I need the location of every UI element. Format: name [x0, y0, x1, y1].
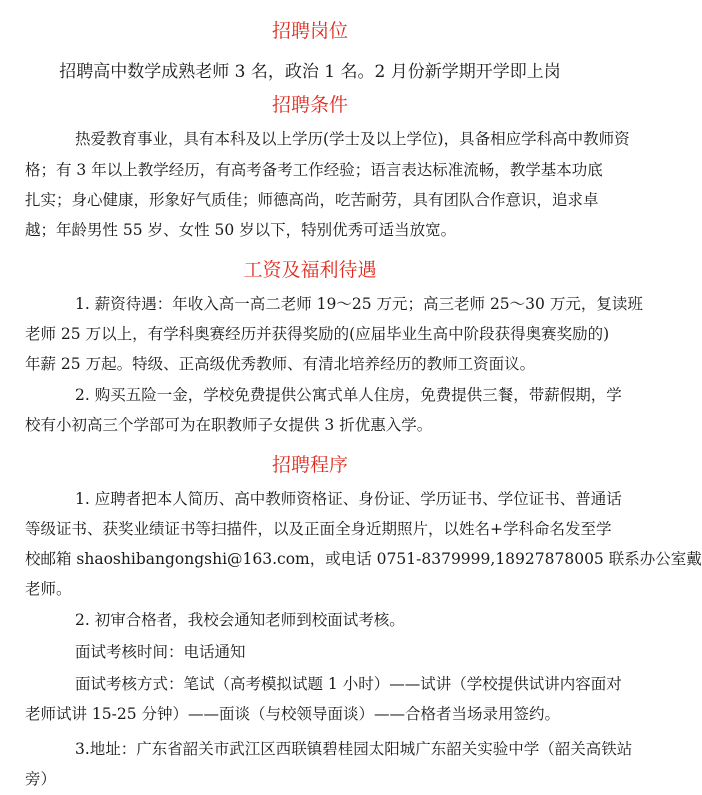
benefits-line: 老师 25 万以上，有学科奥赛经历并获得奖励的(应届毕业生高中阶段获得奥赛奖励的)	[25, 325, 610, 343]
procedure-line: 3.地址：广东省韶关市武江区西联镇碧桂园太阳城广东韶关实验中学（韶关高铁站	[75, 740, 633, 758]
section-title-benefits: 工资及福利待遇	[243, 259, 377, 281]
procedure-line: 2. 初审合格者，我校会通知老师到校面试考核。	[75, 611, 405, 629]
benefits-line: 年薪 25 万起。特级、正高级优秀教师、有清北培养经历的教师工资面议。	[25, 355, 536, 373]
procedure-line: 老师。	[25, 580, 72, 598]
requirements-line: 扎实；身心健康，形象好气质佳；师德高尚，吃苦耐劳，具有团队合作意识，追求卓	[25, 191, 599, 209]
section-title-procedure: 招聘程序	[271, 454, 348, 476]
requirements-line: 格；有 3 年以上教学经历，有高考备考工作经验；语言表达标准流畅，教学基本功底	[25, 161, 603, 179]
procedure-line: 面试考核方式：笔试（高考模拟试题 1 小时）——试讲（学校提供试讲内容面对	[75, 675, 622, 693]
requirements-line: 热爱教育事业，具有本科及以上学历(学士及以上学位)，具备相应学科高中教师资	[75, 130, 630, 148]
procedure-line: 旁）	[25, 770, 57, 788]
procedure-line: 老师试讲 15-25 分钟）——面谈（与校领导面谈）——合格者当场录用签约。	[25, 705, 561, 723]
section-title-requirements: 招聘条件	[271, 94, 348, 116]
requirements-line: 越；年龄男性 55 岁、女性 50 岁以下，特别优秀可适当放宽。	[25, 221, 457, 239]
section-title-positions: 招聘岗位	[271, 20, 348, 42]
positions-text: 招聘高中数学成熟老师 3 名，政治 1 名。2 月份新学期开学即上岗	[59, 62, 561, 82]
procedure-line: 等级证书、获奖业绩证书等扫描件，以及正面全身近期照片，以姓名+学科命名发至学	[25, 520, 612, 538]
benefits-line: 校有小初高三个学部可为在职教师子女提供 3 折优惠入学。	[25, 416, 433, 434]
benefits-line: 1. 薪资待遇：年收入高一高二老师 19～25 万元；高三老师 25～30 万元，复读班	[75, 295, 643, 313]
procedure-line: 校邮箱 shaoshibangongshi@163.com，或电话 0751-8379999,18927878005 联系办公室戴	[25, 550, 702, 568]
procedure-line: 1. 应聘者把本人简历、高中教师资格证、身份证、学历证书、学位证书、普通话	[75, 490, 622, 508]
benefits-line: 2. 购买五险一金，学校免费提供公寓式单人住房，免费提供三餐，带薪假期，学	[75, 386, 622, 404]
procedure-line: 面试考核时间：电话通知	[75, 643, 246, 661]
